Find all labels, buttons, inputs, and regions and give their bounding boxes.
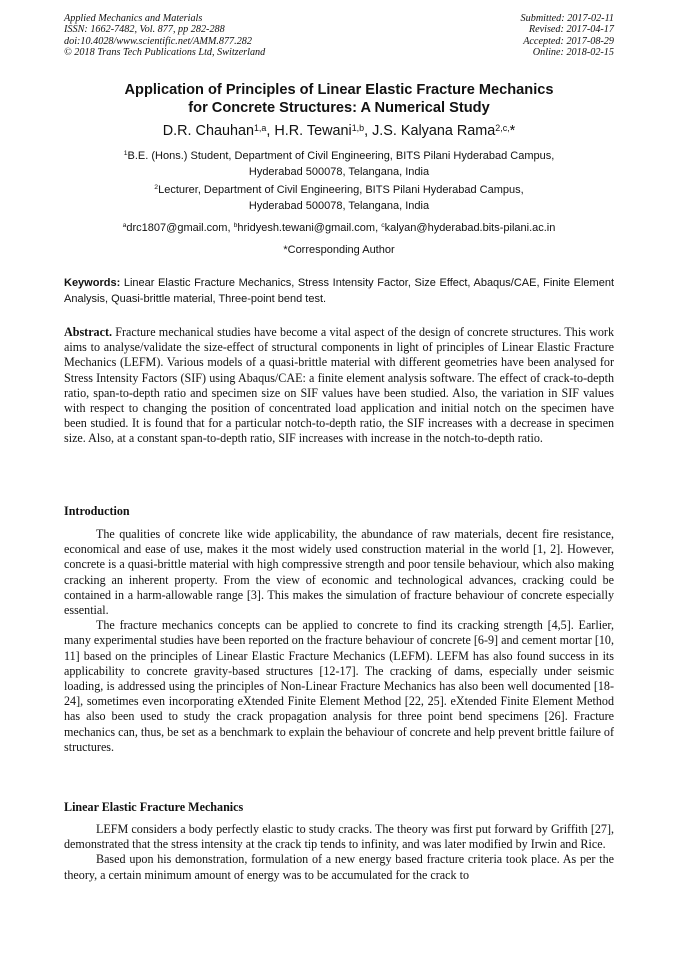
affiliation-2 bbox=[40, 182, 638, 214]
section-heading-lefm: Linear Elastic Fracture Mechanics bbox=[64, 800, 244, 814]
submission-dates bbox=[521, 13, 614, 58]
paragraph: The fracture mechanics concepts can be applied to concrete to find its cracking strength [4,5]. Earlier, many experimental studies have been reported on the fracture behaviour of concrete [6-9] and cement mortar [10, 11] based on the principles of Linear Elastic Fracture Mechanics (LEFM). LEFM has also found success in its applicability to concrete gravity-based structures [12-17]. The cracking of dams, especially under seismic loading, is addressed using the principles of Non-Linear Fracture Mechanics has also been well documented [18-24], sometimes even incorporating eXtended Finite Element Method [22, 25]. eXtended Finite Element Method has also been used to study the crack propagation analysis for three point bend specimens [26]. Fracture mechanics can, thus, be set as a benchmark to explain the behaviour of concrete and help prevent brittle failure of structures. bbox=[64, 618, 614, 754]
journal-doi: doi:10.4028/www.scientific.net/AMM.877.282 bbox=[64, 35, 252, 47]
journal-copyright: © 2018 Trans Tech Publications Ltd, Switzerland bbox=[64, 46, 266, 58]
email-a[interactable]: drc1807@gmail.com, bbox=[126, 222, 234, 234]
author-emails bbox=[40, 220, 638, 236]
paragraph: LEFM considers a body perfectly elastic to study cracks. The theory was first put forward by Griffith [27], demonstrated that the stress intensity at the crack tip tends to infinity, and was later modified by Irwin and Rice. bbox=[64, 822, 614, 852]
date-online: Online: 2018-02-15 bbox=[532, 46, 614, 58]
journal-info bbox=[64, 13, 265, 58]
affiliation-1 bbox=[40, 148, 638, 180]
paper-title bbox=[40, 81, 638, 117]
author-name: J.S. Kalyana Rama bbox=[372, 123, 496, 139]
author-separator: , bbox=[266, 123, 275, 139]
author-name: H.R. Tewani bbox=[274, 123, 352, 139]
journal-name: Applied Mechanics and Materials bbox=[64, 13, 203, 24]
corresponding-author-note: *Corresponding Author bbox=[283, 244, 395, 256]
abstract-text: Fracture mechanical studies have become a vital aspect of the design of concrete structures. This work aims to analyse/validate the size-effect of structural components in light of principles of Linear Elastic Fracture Mechanics (LEFM). Various models of a quasi-brittle material with different geometries have been analysed for Stress Intensity Factors (SIF) using Abaqus/CAE: a finite element analysis software. The effect of crack-to-depth ratio, span-to-depth ratio and specimen size on SIF values have been studied. Also, the variation in SIF values with respect to changing the position of concentrated load application and initial notch on the specimen have been studied. It is found that for a particular notch-to-depth ratio, the SIF increases with a decrease in specimen size. Also, at a constant span-to-depth ratio, SIF increases with increase in the notch-to-depth ratio. bbox=[64, 325, 614, 446]
date-accepted: Accepted: 2017-08-29 bbox=[523, 35, 614, 47]
date-revised: Revised: 2017-04-17 bbox=[528, 24, 614, 36]
email-marker: b bbox=[233, 221, 238, 229]
affiliation-marker: 1 bbox=[123, 149, 128, 157]
author-list bbox=[40, 121, 638, 141]
affiliation-address: Hyderabad 500078, Telangana, India bbox=[248, 166, 430, 178]
title-line-1: Application of Principles of Linear Elastic Fracture Mechanics bbox=[124, 82, 554, 98]
affiliation-text: Lecturer, Department of Civil Engineering, BITS Pilani Hyderabad Campus, bbox=[158, 184, 524, 196]
email-marker: c bbox=[381, 221, 385, 229]
author-affiliation-marker: 2,c, bbox=[495, 122, 510, 133]
keywords bbox=[64, 276, 614, 307]
corresponding-marker: * bbox=[509, 123, 516, 139]
date-submitted: Submitted: 2017-02-11 bbox=[520, 13, 614, 24]
email-c[interactable]: kalyan@hyderabad.bits-pilani.ac.in bbox=[384, 222, 556, 234]
affiliation-address: Hyderabad 500078, Telangana, India bbox=[248, 200, 430, 212]
lefm-body bbox=[64, 822, 614, 883]
email-marker: a bbox=[122, 221, 127, 229]
email-b[interactable]: hridyesh.tewani@gmail.com, bbox=[237, 222, 382, 234]
author-separator: , bbox=[364, 123, 373, 139]
section-heading-introduction: Introduction bbox=[64, 504, 130, 518]
affiliation-text: B.E. (Hons.) Student, Department of Civil Engineering, BITS Pilani Hyderabad Campus, bbox=[127, 150, 555, 162]
paragraph: The qualities of concrete like wide applicability, the abundance of raw materials, decent fire resistance, economical and ease of use, makes it the most widely used construction material in the world [1, 2]. However, concrete is a quasi-brittle material with high compressive strength and poor tensile behaviour, which also making cracking an inherent property. From the view of economic and technological advances, cracking could be contained in a harm-allowable range [3]. This makes the simulation of fracture behaviour of concrete especially essential. bbox=[64, 527, 614, 618]
affiliation-marker: 2 bbox=[154, 183, 159, 191]
keywords-text: Linear Elastic Fracture Mechanics, Stress Intensity Factor, Size Effect, Abaqus/CAE, Finite Element Analysis, Quasi-brittle material, Three-point bend test. bbox=[64, 277, 614, 305]
keywords-label: Keywords: bbox=[64, 277, 121, 289]
author-name: D.R. Chauhan bbox=[162, 123, 254, 139]
title-line-2: for Concrete Structures: A Numerical Study bbox=[188, 100, 490, 116]
abstract bbox=[64, 325, 614, 447]
author-affiliation-marker: 1,a bbox=[253, 122, 267, 133]
author-affiliation-marker: 1,b bbox=[351, 122, 365, 133]
abstract-label: Abstract. bbox=[64, 325, 113, 339]
introduction-body bbox=[64, 527, 614, 755]
journal-issn: ISSN: 1662-7482, Vol. 877, pp 282-288 bbox=[64, 24, 225, 36]
paragraph: Based upon his demonstration, formulation of a new energy based fracture criteria took place. As per the theory, a certain minimum amount of energy was to be accumulated for the crack to bbox=[64, 852, 614, 882]
